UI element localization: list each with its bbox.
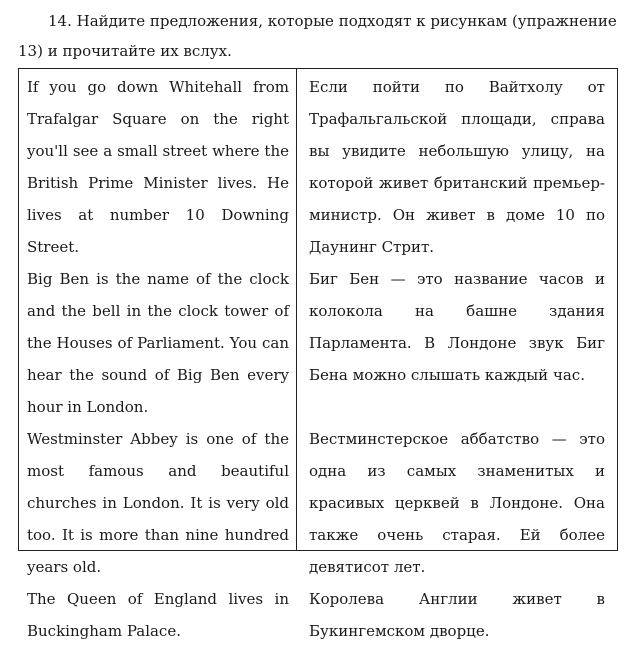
russian-column bbox=[309, 71, 605, 647]
task-number: 14. bbox=[48, 12, 72, 30]
russian-paragraph-westminster-abbey: Вестминстерское аббатство — это одна из самых знаменитых и красивых церквей в Лондоне. Она также очень старая. Ей более девятисот лет. bbox=[309, 430, 605, 576]
russian-paragraph-downing-street: Если пойти по Вайтхолу от Трафальгальской площади, справа вы увидите небольшую улицу, на которой живет британский премьер-министр. Он живет в доме 10 по Даунинг Стрит. bbox=[309, 78, 605, 256]
english-paragraph-westminster-abbey: Westminster Abbey is one of the most famous and beautiful churches in London. It is very old too. It is more than nine hundred years old. bbox=[27, 430, 289, 576]
column-divider bbox=[296, 69, 297, 550]
russian-paragraph-big-ben: Биг Бен — это название часов и колокола на башне здания Парламента. В Лондоне звук Биг Бена можно слышать каждый час. bbox=[309, 270, 605, 384]
translation-table bbox=[18, 68, 618, 640]
english-paragraph-big-ben: Big Ben is the name of the clock and the bell in the clock tower of the Houses of Parliament. You can hear the sound of Big Ben every hour in London. bbox=[27, 270, 289, 416]
english-paragraph-downing-street: If you go down Whitehall from Trafalgar Square on the right you'll see a small street where the British Prime Minister lives. He lives at number 10 Downing Street. bbox=[27, 78, 289, 256]
english-paragraph-buckingham-palace: The Queen of England lives in Buckingham Palace. bbox=[27, 590, 289, 640]
english-column bbox=[27, 71, 289, 647]
paragraph-spacer bbox=[309, 391, 605, 423]
task-instruction bbox=[18, 6, 618, 66]
task-text: Найдите предложения, которые подходят к рисункам (упражнение 13) и прочитайте их вслух. bbox=[18, 12, 617, 60]
russian-paragraph-buckingham-palace: Королева Англии живет в Букингемском дворце. bbox=[309, 590, 605, 640]
